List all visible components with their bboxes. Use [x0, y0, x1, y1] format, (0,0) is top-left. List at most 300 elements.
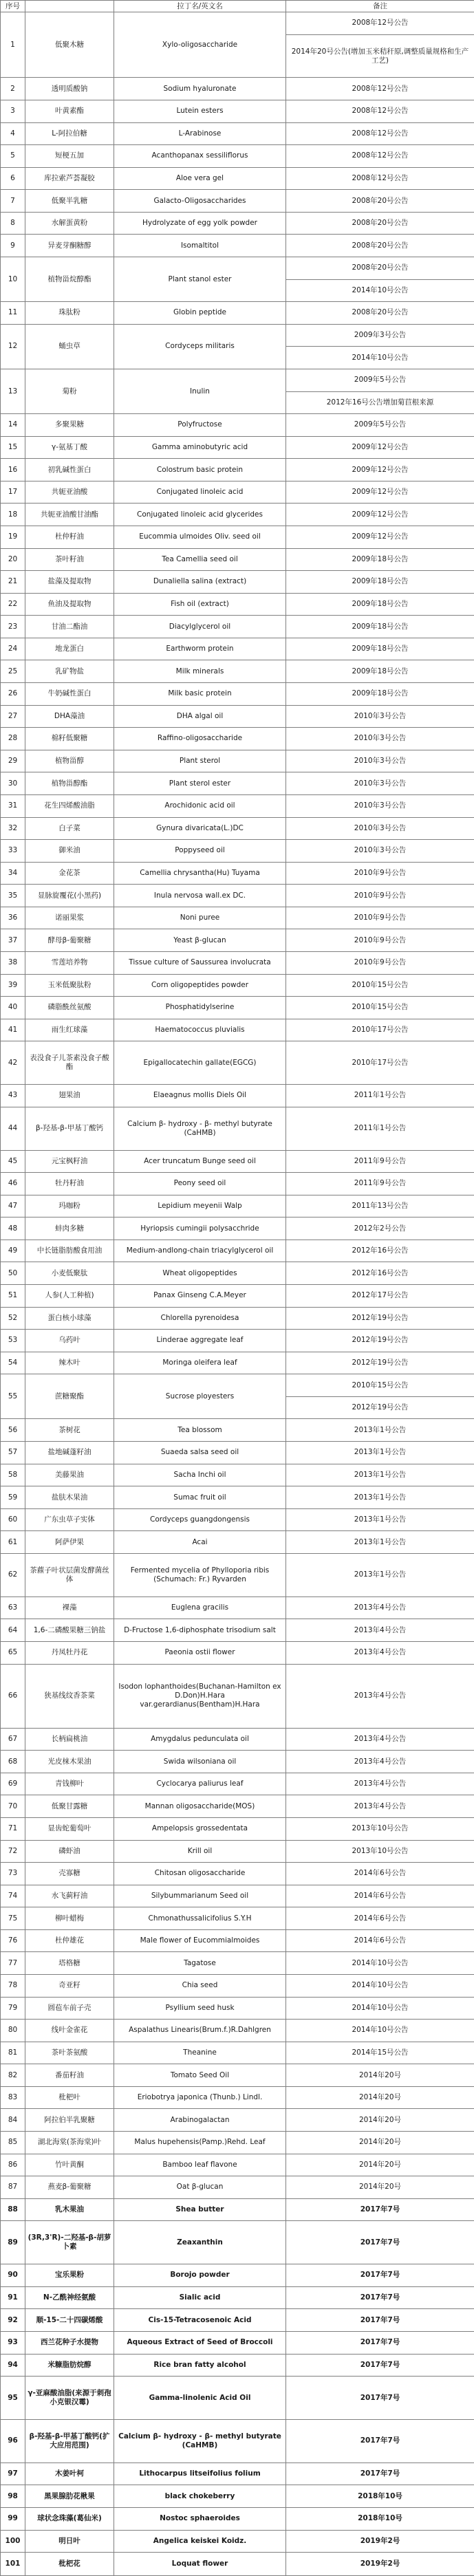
chinese-name: 植物甾醇酯 — [25, 772, 114, 795]
row-number: 89 — [1, 2221, 25, 2264]
latin-english-name: Euglena gracilis — [114, 1597, 286, 1619]
remark: 2008年20号公告 — [286, 190, 474, 213]
table-row — [1, 1531, 474, 1554]
chinese-name: 裸藻 — [25, 1597, 114, 1619]
row-number: 49 — [1, 1240, 25, 1262]
row-number: 54 — [1, 1352, 25, 1374]
remark: 2012年17号公告 — [286, 1285, 474, 1308]
remark: 2010年3号公告 — [286, 817, 474, 840]
remark: 2013年4号公告 — [286, 1641, 474, 1664]
table-row — [1, 167, 474, 190]
chinese-name: 茶叶籽油 — [25, 548, 114, 571]
latin-english-name: Diacylglycerol oil — [114, 616, 286, 638]
table-row — [1, 616, 474, 638]
table-row — [1, 2419, 474, 2463]
row-number: 100 — [1, 2530, 25, 2553]
row-number: 85 — [1, 2132, 25, 2154]
table-row — [1, 526, 474, 548]
remark: 2014年15号公告 — [286, 2042, 474, 2064]
latin-english-name: Chmonathussalicifolius S.Y.H — [114, 1907, 286, 1930]
chinese-name: 珠肽粉 — [25, 302, 114, 325]
chinese-name: 蔗糖聚酯 — [25, 1374, 114, 1419]
table-row — [1, 1795, 474, 1818]
table-row — [1, 1597, 474, 1619]
chinese-name: 盐肤木果油 — [25, 1486, 114, 1509]
table-row — [1, 1975, 474, 1998]
remark: 2013年1号公告 — [286, 1486, 474, 1509]
table-row — [1, 1173, 474, 1195]
latin-english-name: Sacha Inchi oil — [114, 1464, 286, 1486]
chinese-name: 枇杷叶 — [25, 2086, 114, 2109]
remark: 2010年17号公告 — [286, 1041, 474, 1085]
latin-english-name: Rice bran fatty alcohol — [114, 2354, 286, 2377]
latin-english-name: Borojo powder — [114, 2264, 286, 2287]
chinese-name: γ-氨基丁酸 — [25, 436, 114, 459]
row-number: 73 — [1, 1863, 25, 1885]
row-number: 81 — [1, 2042, 25, 2064]
latin-english-name: Arabinogalactan — [114, 2109, 286, 2132]
chinese-name: 狭基线纹香茶菜 — [25, 1664, 114, 1728]
remark: 2017年7号 — [286, 2309, 474, 2332]
row-number: 30 — [1, 772, 25, 795]
row-number: 62 — [1, 1553, 25, 1597]
table-header-row — [1, 1, 474, 12]
latin-english-name: Elaeagnus mollis Diels Oil — [114, 1085, 286, 1107]
table-row — [1, 2309, 474, 2332]
latin-english-name: Galacto-Oligosaccharides — [114, 190, 286, 213]
table-row — [1, 212, 474, 235]
remark: 2011年1号公告 — [286, 1107, 474, 1150]
latin-english-name: Poppyseed oil — [114, 840, 286, 863]
table-row — [1, 1952, 474, 1975]
chinese-name: 初乳碱性蛋白 — [25, 459, 114, 481]
chinese-name: 塔格糖 — [25, 1952, 114, 1975]
remark: 2013年4号公告 — [286, 1619, 474, 1642]
chinese-name: 湖北海棠(茶海棠)叶 — [25, 2132, 114, 2154]
row-number: 61 — [1, 1531, 25, 1554]
row-number: 7 — [1, 190, 25, 213]
latin-english-name: Male flower of Eucommialmoides — [114, 1929, 286, 1952]
row-number: 18 — [1, 504, 25, 526]
table-row — [1, 862, 474, 885]
remark: 2009年12号公告 — [286, 459, 474, 481]
latin-english-name: Lithocarpus litseifolius folium — [114, 2463, 286, 2485]
chinese-name: 御米油 — [25, 840, 114, 863]
chinese-name: β-羟基-β-甲基丁酸钙 — [25, 1107, 114, 1150]
remark: 2013年4号公告 — [286, 1795, 474, 1818]
latin-english-name: Medium-andlong-chain triacylglycerol oil — [114, 1240, 286, 1262]
chinese-name: 美藤果油 — [25, 1464, 114, 1486]
remark: 2013年10号公告 — [286, 1817, 474, 1840]
row-number: 56 — [1, 1419, 25, 1442]
row-number: 65 — [1, 1641, 25, 1664]
remark: 2017年7号 — [286, 2198, 474, 2221]
table-row — [1, 571, 474, 594]
row-number: 42 — [1, 1041, 25, 1085]
remark: 2017年7号 — [286, 2221, 474, 2264]
chinese-name: 乌药叶 — [25, 1330, 114, 1352]
table-row — [1, 1041, 474, 1085]
row-number: 51 — [1, 1285, 25, 1308]
table-row — [1, 369, 474, 391]
chinese-name: 茶藨子叶状层菌发酵菌丝体 — [25, 1553, 114, 1597]
row-number: 50 — [1, 1262, 25, 1285]
row-number: 59 — [1, 1486, 25, 1509]
remark: 2009年18号公告 — [286, 593, 474, 616]
table-row — [1, 1840, 474, 1863]
latin-english-name: Krill oil — [114, 1840, 286, 1863]
table-row — [1, 885, 474, 907]
table-row — [1, 728, 474, 750]
latin-english-name: Nostoc sphaeroides — [114, 2507, 286, 2530]
latin-english-name: Milk minerals — [114, 660, 286, 683]
chinese-name: 丹凤牡丹花 — [25, 1641, 114, 1664]
latin-english-name: Swida wilsoniana oil — [114, 1751, 286, 1773]
table-row — [1, 436, 474, 459]
row-number: 25 — [1, 660, 25, 683]
row-number: 63 — [1, 1597, 25, 1619]
remark: 2013年10号公告 — [286, 1840, 474, 1863]
remark: 2013年4号公告 — [286, 1664, 474, 1728]
row-number: 34 — [1, 862, 25, 885]
table-row — [1, 1907, 474, 1930]
remark: 2014年20号 — [286, 2154, 474, 2176]
chinese-name: 花生四烯酸油脂 — [25, 794, 114, 817]
chinese-name: 奇亚籽 — [25, 1975, 114, 1998]
latin-english-name: Aqueous Extract of Seed of Broccoli — [114, 2331, 286, 2354]
chinese-name: 磷脂酰丝氨酸 — [25, 997, 114, 1019]
table-row — [1, 660, 474, 683]
table-row — [1, 750, 474, 772]
latin-english-name: Acanthopanax sessiliflorus — [114, 145, 286, 168]
table-row — [1, 2286, 474, 2309]
remark: 2009年12号公告 — [286, 526, 474, 548]
row-number: 3 — [1, 100, 25, 123]
table-row — [1, 100, 474, 123]
chinese-name: 金花茶 — [25, 862, 114, 885]
latin-english-name: Amygdalus pedunculata oil — [114, 1728, 286, 1751]
remark: 2008年20号公告 — [286, 235, 474, 257]
latin-english-name: Acai — [114, 1531, 286, 1554]
remark: 2009年12号公告 — [286, 436, 474, 459]
table-row — [1, 1285, 474, 1308]
latin-english-name: L-Arabinose — [114, 122, 286, 145]
remark: 2014年20号公告(增加玉米秸秆原,调整质量规格和生产工艺) — [286, 34, 474, 78]
remark: 2010年9号公告 — [286, 862, 474, 885]
remark: 2010年3号公告 — [286, 772, 474, 795]
latin-english-name: Cordyceps militaris — [114, 324, 286, 369]
row-number: 31 — [1, 794, 25, 817]
latin-english-name: Moringa oleifera leaf — [114, 1352, 286, 1374]
row-number: 80 — [1, 2020, 25, 2042]
row-number: 37 — [1, 929, 25, 952]
remark: 2008年12号公告 — [286, 122, 474, 145]
latin-english-name: Aspalathus Linearis(Brum.f.)R.Dahlgren — [114, 2020, 286, 2042]
remark: 2009年18号公告 — [286, 638, 474, 660]
row-number: 36 — [1, 907, 25, 929]
table-row — [1, 951, 474, 974]
remark: 2013年1号公告 — [286, 1419, 474, 1442]
remark: 2009年12号公告 — [286, 504, 474, 526]
chinese-name: 透明质酸钠 — [25, 78, 114, 100]
latin-english-name: Eriobotrya japonica (Thunb.) Lindl. — [114, 2086, 286, 2109]
table-row — [1, 1997, 474, 2020]
row-number: 14 — [1, 414, 25, 437]
table-row — [1, 2176, 474, 2199]
row-number: 70 — [1, 1795, 25, 1818]
remark: 2019年2号 — [286, 2553, 474, 2576]
latin-english-name: Isodon lophanthoides(Buchanan-Hamilton ex D.Don)H.Hara var.gerardianus(Bentham)H.Hara — [114, 1664, 286, 1728]
table-row — [1, 1773, 474, 1795]
remark: 2013年4号公告 — [286, 1597, 474, 1619]
chinese-name: 菊粉 — [25, 369, 114, 413]
latin-english-name: Plant stanol ester — [114, 257, 286, 302]
table-row — [1, 235, 474, 257]
row-number: 40 — [1, 997, 25, 1019]
chinese-name: 长柄扁桃油 — [25, 1728, 114, 1751]
latin-english-name: Lepidium meyenii Walp — [114, 1195, 286, 1217]
row-number: 2 — [1, 78, 25, 100]
chinese-name: 盐藻及提取物 — [25, 571, 114, 594]
chinese-name: 黑果腺肋花楸果 — [25, 2485, 114, 2508]
remark: 2014年6号公告 — [286, 1863, 474, 1885]
latin-english-name: Tagatose — [114, 1952, 286, 1975]
table-row — [1, 12, 474, 35]
table-row — [1, 794, 474, 817]
latin-english-name: Inula nervosa wall.ex DC. — [114, 885, 286, 907]
latin-english-name: Chlorella pyrenoidesa — [114, 1307, 286, 1330]
latin-english-name: Corn oligopeptides powder — [114, 974, 286, 997]
latin-english-name: Theanine — [114, 2042, 286, 2064]
remark: 2014年6号公告 — [286, 1907, 474, 1930]
latin-english-name: Oat β-glucan — [114, 2176, 286, 2199]
table-row — [1, 2530, 474, 2553]
table-row — [1, 2377, 474, 2420]
row-number: 9 — [1, 235, 25, 257]
table-row — [1, 1863, 474, 1885]
remark: 2017年7号 — [286, 2354, 474, 2377]
chinese-name: 棉籽低聚糖 — [25, 728, 114, 750]
chinese-name: 共轭亚油酸甘油酯 — [25, 504, 114, 526]
remark: 2014年10号公告 — [286, 1952, 474, 1975]
latin-english-name: Gynura divaricata(L.)DC — [114, 817, 286, 840]
row-number: 92 — [1, 2309, 25, 2332]
remark: 2010年3号公告 — [286, 705, 474, 728]
latin-english-name: Fermented mycelia of Phylloporia ribis (Schumach: Fr.) Ryvarden — [114, 1553, 286, 1597]
row-number: 84 — [1, 2109, 25, 2132]
latin-english-name: Milk basic protein — [114, 683, 286, 706]
table-row — [1, 1330, 474, 1352]
row-number: 55 — [1, 1374, 25, 1419]
chinese-name: 植物甾醇 — [25, 750, 114, 772]
row-number: 87 — [1, 2176, 25, 2199]
remark: 2017年7号 — [286, 2463, 474, 2485]
table-row — [1, 1641, 474, 1664]
table-row — [1, 593, 474, 616]
remark: 2013年1号公告 — [286, 1464, 474, 1486]
latin-english-name: Raffino-oligosaccharide — [114, 728, 286, 750]
remark: 2014年6号公告 — [286, 1885, 474, 1907]
remark: 2012年19号公告 — [286, 1330, 474, 1352]
table-row — [1, 1374, 474, 1397]
table-row — [1, 907, 474, 929]
table-row — [1, 1240, 474, 1262]
table-row — [1, 2264, 474, 2287]
chinese-name: DHA藻油 — [25, 705, 114, 728]
chinese-name: 乳矿物盐 — [25, 660, 114, 683]
row-number: 91 — [1, 2286, 25, 2309]
table-row — [1, 705, 474, 728]
row-number: 38 — [1, 951, 25, 974]
chinese-name: 牡丹籽油 — [25, 1173, 114, 1195]
table-row — [1, 2485, 474, 2508]
chinese-name: 茶叶茶氨酸 — [25, 2042, 114, 2064]
chinese-name: 蛋白核小球藻 — [25, 1307, 114, 1330]
table-row — [1, 1929, 474, 1952]
header-no: 序号 — [1, 1, 25, 12]
row-number: 72 — [1, 1840, 25, 1863]
latin-english-name: Aloe vera gel — [114, 167, 286, 190]
latin-english-name: Phosphatidylserine — [114, 997, 286, 1019]
latin-english-name: Sialic acid — [114, 2286, 286, 2309]
remark: 2013年4号公告 — [286, 1751, 474, 1773]
remark: 2009年5号公告 — [286, 369, 474, 391]
table-row — [1, 190, 474, 213]
table-row — [1, 683, 474, 706]
remark: 2009年18号公告 — [286, 616, 474, 638]
latin-english-name: Tea Camellia seed oil — [114, 548, 286, 571]
table-row — [1, 1107, 474, 1150]
row-number: 27 — [1, 705, 25, 728]
remark: 2014年10号公告 — [286, 347, 474, 369]
remark: 2009年18号公告 — [286, 683, 474, 706]
chinese-name: 阿拉伯半乳聚糖 — [25, 2109, 114, 2132]
remark: 2017年7号 — [286, 2286, 474, 2309]
latin-english-name: Cyclocarya paliurus leaf — [114, 1773, 286, 1795]
table-row — [1, 1019, 474, 1041]
row-number: 32 — [1, 817, 25, 840]
latin-english-name: Angelica keiskei Koidz. — [114, 2530, 286, 2553]
chinese-name: 明日叶 — [25, 2530, 114, 2553]
row-number: 68 — [1, 1751, 25, 1773]
row-number: 16 — [1, 459, 25, 481]
table-row — [1, 2553, 474, 2576]
latin-english-name: Shea butter — [114, 2198, 286, 2221]
latin-english-name: Colostrum basic protein — [114, 459, 286, 481]
remark: 2017年7号 — [286, 2419, 474, 2463]
latin-english-name: Haematococcus pluvialis — [114, 1019, 286, 1041]
remark: 2013年1号公告 — [286, 1553, 474, 1597]
remark: 2013年1号公告 — [286, 1442, 474, 1464]
latin-english-name: Isomaltitol — [114, 235, 286, 257]
table-row — [1, 997, 474, 1019]
remark: 2008年20号公告 — [286, 212, 474, 235]
remark: 2014年10号公告 — [286, 2020, 474, 2042]
latin-english-name: Eucommia ulmoides Oliv. seed oil — [114, 526, 286, 548]
chinese-name: 异麦芽酮糖醇 — [25, 235, 114, 257]
chinese-name: 雨生红球藻 — [25, 1019, 114, 1041]
remark: 2017年7号 — [286, 2331, 474, 2354]
remark: 2014年10号公告 — [286, 279, 474, 302]
chinese-name: 小麦低聚肽 — [25, 1262, 114, 1285]
chinese-name: 显齿蛇葡萄叶 — [25, 1817, 114, 1840]
remark: 2014年20号 — [286, 2176, 474, 2199]
latin-english-name: Tea blossom — [114, 1419, 286, 1442]
latin-english-name: Cordyceps guangdongensis — [114, 1508, 286, 1531]
table-row — [1, 2463, 474, 2485]
row-number: 82 — [1, 2064, 25, 2087]
row-number: 90 — [1, 2264, 25, 2287]
remark: 2014年20号 — [286, 2064, 474, 2087]
chinese-name: 番茄籽油 — [25, 2064, 114, 2087]
latin-english-name: Epigallocatechin gallate(EGCG) — [114, 1041, 286, 1085]
remark: 2010年15号公告 — [286, 997, 474, 1019]
row-number: 77 — [1, 1952, 25, 1975]
row-number: 98 — [1, 2485, 25, 2508]
row-number: 33 — [1, 840, 25, 863]
row-number: 29 — [1, 750, 25, 772]
chinese-name: 水解蛋黄粉 — [25, 212, 114, 235]
row-number: 101 — [1, 2553, 25, 2576]
row-number: 96 — [1, 2419, 25, 2463]
chinese-name: 雪莲培养物 — [25, 951, 114, 974]
latin-english-name: Linderae aggregate leaf — [114, 1330, 286, 1352]
latin-english-name: Zeaxanthin — [114, 2221, 286, 2264]
latin-english-name: Plant sterol — [114, 750, 286, 772]
chinese-name: 低聚木糖 — [25, 12, 114, 78]
row-number: 45 — [1, 1150, 25, 1173]
chinese-name: 杜仲雄花 — [25, 1929, 114, 1952]
latin-english-name: Sumac fruit oil — [114, 1486, 286, 1509]
latin-english-name: Peony seed oil — [114, 1173, 286, 1195]
latin-english-name: Plant sterol ester — [114, 772, 286, 795]
latin-english-name: Ampelopsis grossedentata — [114, 1817, 286, 1840]
chinese-name: 燕麦β-葡聚糖 — [25, 2176, 114, 2199]
remark: 2008年20号公告 — [286, 302, 474, 325]
row-number: 44 — [1, 1107, 25, 1150]
row-number: 8 — [1, 212, 25, 235]
row-number: 86 — [1, 2154, 25, 2176]
remark: 2008年12号公告 — [286, 12, 474, 35]
table-row — [1, 840, 474, 863]
table-row — [1, 1195, 474, 1217]
table-body — [1, 12, 474, 2576]
chinese-name: 地龙蛋白 — [25, 638, 114, 660]
table-row — [1, 504, 474, 526]
row-number: 83 — [1, 2086, 25, 2109]
chinese-name: 米糠脂肪烷醇 — [25, 2354, 114, 2377]
remark: 2009年18号公告 — [286, 548, 474, 571]
chinese-name: 光皮梾木果油 — [25, 1751, 114, 1773]
row-number: 12 — [1, 324, 25, 369]
row-number: 28 — [1, 728, 25, 750]
chinese-name: 翅果油 — [25, 1085, 114, 1107]
table-row — [1, 2109, 474, 2132]
row-number: 11 — [1, 302, 25, 325]
remark: 2013年1号公告 — [286, 1531, 474, 1554]
row-number: 35 — [1, 885, 25, 907]
row-number: 20 — [1, 548, 25, 571]
latin-english-name: Dunaliella salina (extract) — [114, 571, 286, 594]
latin-english-name: Loquat flower — [114, 2553, 286, 2576]
row-number: 75 — [1, 1907, 25, 1930]
table-row — [1, 2132, 474, 2154]
latin-english-name: Cis-15-Tetracosenoic Acid — [114, 2309, 286, 2332]
table-row — [1, 145, 474, 168]
row-number: 53 — [1, 1330, 25, 1352]
latin-english-name: Paeonia ostii flower — [114, 1641, 286, 1664]
remark: 2013年4号公告 — [286, 1773, 474, 1795]
